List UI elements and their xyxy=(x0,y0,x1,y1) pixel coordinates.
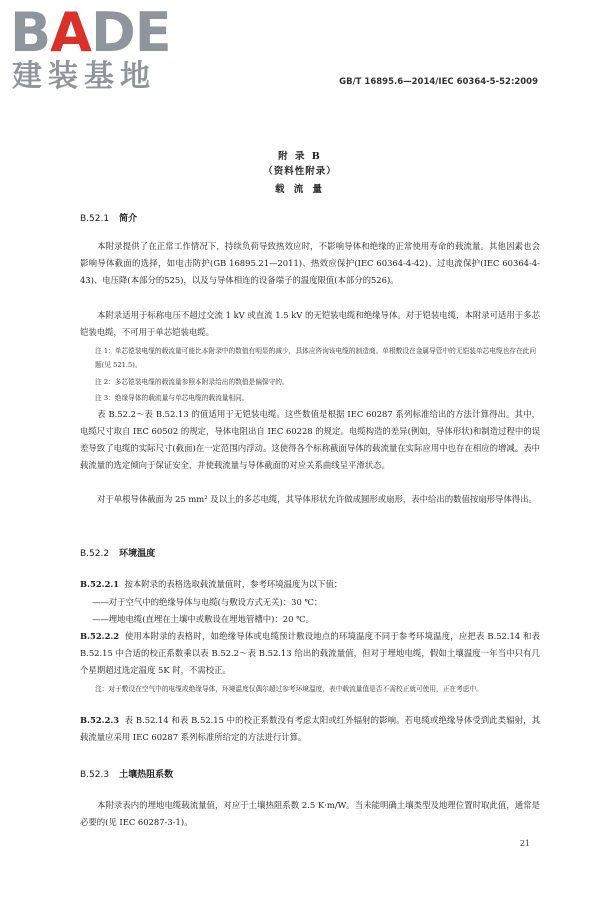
section-heading-b52-3: B.52.3 土壤热阻系数 xyxy=(80,770,174,780)
note-2: 注 2：多芯铠装电缆的载流量参照本附录给出的数值是偏保守的。 xyxy=(95,378,289,386)
section-heading-b52-1: B.52.1 简介 xyxy=(80,214,138,224)
paragraph-scope: 本附录适用于标称电压不超过交流 1 kV 或直流 1.5 kV 的无铠装电缆和绝缘导体。对于铠装电缆，本附录可适用于多芯铠装电缆，不可用于单芯铠装电缆。 xyxy=(80,310,540,337)
clause-b52-2-2: B.52.2.2 使用本附录的表格时，如绝缘导体或电缆预计敷设地点的环境温度不同于参考环境温度，应把表 B.52.14 和表 B.52.15 中合适的校正系数乘以表 B.52.2～表 B.52.13 给出的载流量值，但对于埋地电缆，假如土壤温度一年当中只有几个星期超过选定温度 5K 时，不需校正。 xyxy=(80,631,541,675)
bade-logo xyxy=(10,1,171,98)
standard-code: GB/T 16895.6—2014/IEC 60364-5-52:2009 xyxy=(339,77,538,87)
list-item-buried: ——埋地电缆(直埋在土壤中或敷设在埋地管槽中)：20 ℃。 xyxy=(92,614,314,624)
clause-b52-2-1: B.52.2.1 按本附录的表格选取载流量值时，参考环境温度为以下值： xyxy=(80,579,343,589)
logo-wordmark: BADE xyxy=(10,1,171,64)
note-1: 注 1：单芯铠装电缆的载流量可能比本附录中的数值有明显的减少，具体应咨询该电缆的制造商。单根敷设在金属导管中的无铠装单芯电缆也存在此问题(见 521.5)。 xyxy=(95,347,537,369)
paragraph-tables: 表 B.52.2～表 B.52.13 的值适用于无铠装电缆。这些数值是根据 IEC 60287 系列标准给出的方法计算得出。其中，电缆尺寸取自 IEC 60502 的规定，导体电阻出自 IEC 60228 的规定。电缆构造的差异(例如，导体形状)和制造过程中的误差导致了电缆的实际尺寸(截面)在一定范围内浮动。这使得各个标称截面导体的载流量在实际应用中也存在相应的增减。表中载流量的选定倾向于保证安全，并使载流量与导体截面的对应关系曲线呈平滑状态。 xyxy=(80,409,540,470)
paragraph-conductor-shape: 对于单根导体截面为 25 mm² 及以上的多芯电缆，其导体形状允许做成圆形或扇形，表中给出的数值按扇形导体得出。 xyxy=(97,494,537,504)
logo-chinese-name: 建装基地 xyxy=(12,59,156,94)
page-number: 21 xyxy=(519,839,530,848)
appendix-title: 附 录 B xyxy=(278,151,322,162)
list-item-air: ——对于空气中的绝缘导体与电缆(与敷设方式无关)：30 ℃； xyxy=(92,597,323,607)
paragraph-soil: 本附录表内的埋地电缆载流量值，对应于土壤热阻系数 2.5 K·m/W。当未能明确土壤类型及地理位置时取此值，通常是必要的(见 IEC 60287-3-1)。 xyxy=(80,800,540,827)
note-3: 注 3：绝缘导体的载流量与单芯电缆的载流量相同。 xyxy=(95,394,249,402)
section-heading-b52-2: B.52.2 环境温度 xyxy=(80,549,156,559)
appendix-type: （资料性附录） xyxy=(263,166,337,177)
clause-b52-2-3: B.52.2.3 表 B.52.14 和表 B.52.15 中的校正系数没有考虑太阳或红外辐射的影响。若电缆或绝缘导体受到此类辐射，其载流量应采用 IEC 60287 系列标准所给定的方法进行计算。 xyxy=(80,715,540,742)
paragraph-intro: 本附录提供了在正常工作情况下，持续负荷导致热效应时，不影响导体和绝缘的正常使用寿命的载流量。其他因素也会影响导体截面的选择，如电击防护(GB 16895.21—2011)、热效应保护(IEC 60364-4-42)、过电流保护(IEC 60364-4-43)、电压降(本部分的525)，以及与导体相连的设备端子的温度限值(本部分的526)。 xyxy=(80,241,540,285)
appendix-subject: 载 流 量 xyxy=(274,184,326,195)
note-ambient: 注：对于敷设在空气中的电缆或绝缘导体，环境温度仅偶尔超过参考环境温度，表中载流量值是否不需校正就可使用，正在考虑中。 xyxy=(95,685,483,693)
